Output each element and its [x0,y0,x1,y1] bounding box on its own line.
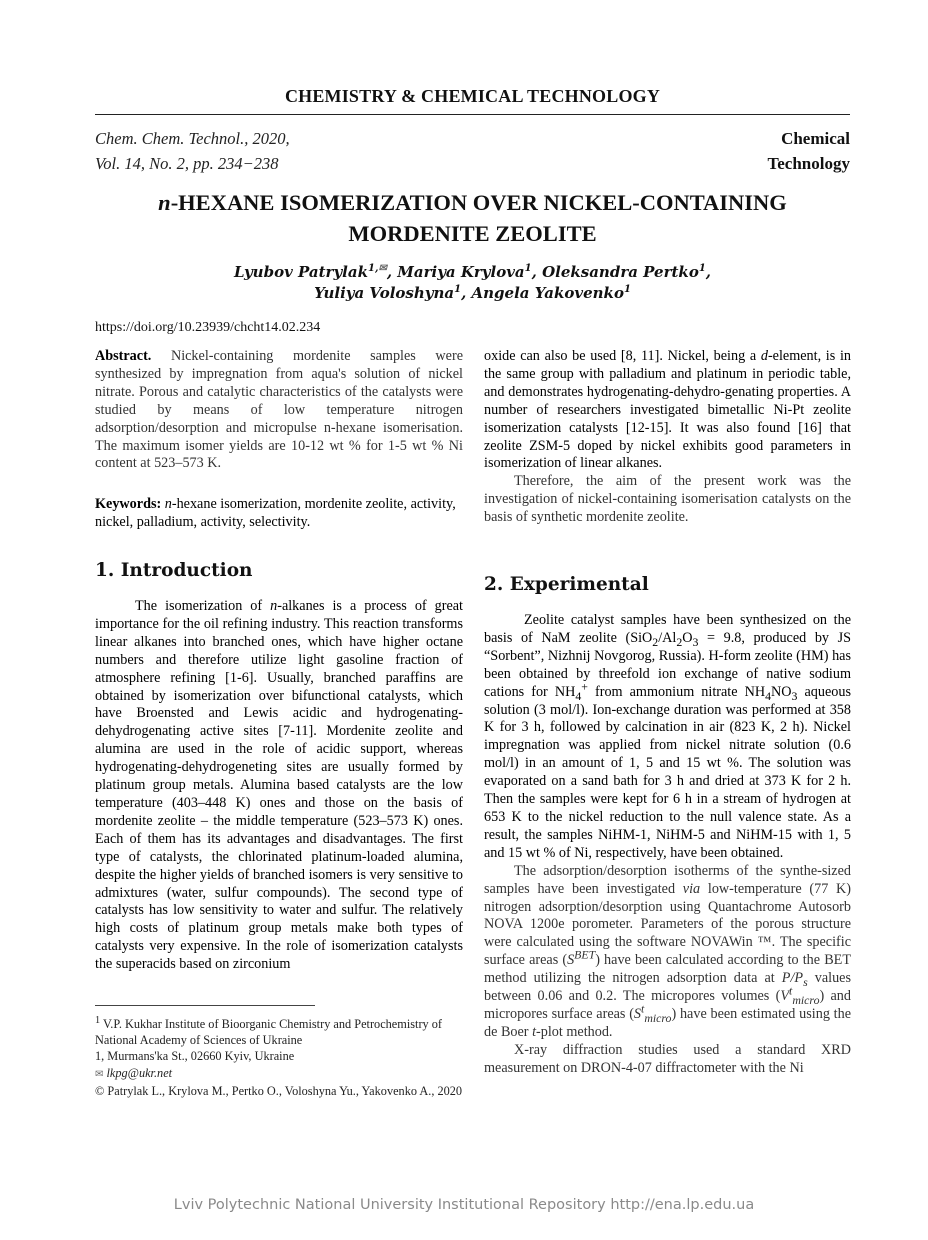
citation [95,126,290,176]
keywords-italic-n: n [164,496,172,512]
exp-text: -plot method. [536,1023,613,1040]
journal-header: CHEMISTRY & CHEMICAL TECHNOLOGY [284,86,661,106]
exp-text: from ammonium nitrate NH [587,683,766,700]
title-line-1: -HEXANE ISOMERIZATION OVER NICKEL-CONTAINING [170,190,787,215]
exp-text: low-temperature (77 K) nitrogen adsorption/desorption using Quantachrome Autosorb NOVA 1200e porometer. Parameters of the porous structure were calculated using the software NOVAWin ™. The specific surface areas ( [484,880,851,969]
author-name: , Angela Yakovenko [461,284,624,302]
contact-email[interactable]: lkpg@ukr.net [103,1065,173,1080]
subscript: 3 [692,634,699,649]
subscript: micro [792,992,820,1007]
exp-text: ) and micropores surface areas ( [484,988,851,1022]
subscript: 3 [791,688,798,703]
exp-text: ) have been calculated according to the BET method utilizing the nitrogen adsorption data at [484,952,851,987]
exp-text: = 9.8, produced by JS “Sorbent”, Nizhnij Novgorog, Russia). H-form zeolite (HM) has been obtained by threefold ion exchange of native sodium cations for NH [484,629,851,700]
adsorption-paragraph [484,863,851,1042]
subscript: 4 [575,688,582,703]
exp-text: /Al [658,629,677,646]
abstract-text: Nickel-containing mordenite samples were synthesized by impregnation from aqua's solution of nickel nitrate. Porous and catalytic characteristics of the catalysts were studied by means of low temperature nitrogen adsorption/desorption and micropulse n-hexane isomerisation. The maximum isomer yields are 10-12 wt % for 1-5 wt % Ni content at 523–573 K. [95,348,463,472]
superscript: t [641,1001,645,1016]
xrd-paragraph: X-ray diffraction studies used a standard XRD measurement on DRON-4-07 diffractometer with the Ni [484,1041,851,1076]
exp-text: The adsorption/desorption isotherms of the synthe-sized samples have been investigated [484,862,851,897]
section-label-line-1: Chemical [781,129,850,148]
exp-text: Zeolite catalyst samples have been synthesized on the basis of NaM zeolite (SiO [484,612,851,646]
intro-text: oxide can also be used [8, 11]. Nickel, being a [484,348,761,364]
subscript: s [803,974,808,989]
citation-line-2: Vol. 14, No. 2, pp. 234−238 [95,154,279,173]
footnote [95,1016,463,1099]
affiliation-marker: 1, [367,263,379,274]
experimental-section [484,612,851,1078]
exp-text: ) have been estimated using the de Boer [484,1005,851,1040]
introduction-continued [484,348,851,527]
subscript: micro [644,1010,672,1025]
affiliation-marker: 1 [524,263,532,274]
envelope-icon: ✉ [95,1068,104,1080]
intro-text: -element, is in the same group with palladium and platinum in periodic table, and demonstrates hydrogenating-dehydro-genating properties. A number of researchers investigated bimetallic Ni-Pt zeolite isomerization catalysts [12-15]. It was also found [16] that zeolite ZSM-5 doped by nickel exhibits good parameters in isomerization of linear alkanes. [484,348,851,472]
italic-symbol: P/P [781,970,804,987]
subscript: 2 [676,634,683,649]
subscript: 2 [652,634,659,649]
exp-text: aqueous solution (3 mol/l). Ion-exchange duration was performed at 358 K for 3 h, followed by calcination in air (823 K, 2 h). Nickel impregnation was applied from nickel nitrate solution (0.6 mol/l) in an amount of 1, 5 and 15 wt %. The solution was evaporated on a sand bath for 3 h and dried at 373 K for 2 h. Then the samples were kept for 6 h in a stream of hydrogen at 653 K to the nickel reduction to the null valence state. As a result, the samples NiHM-1, NiHM-5 and NiHM-15 with 1, 5 and 15 wt % of Ni, respectively, have been obtained. [484,683,851,861]
affiliation-marker: 1 [454,284,462,295]
intro-text: -alkanes is a process of great importance for the oil refining industry. This reaction transforms linear alkanes into branched ones, which have higher octane numbers and therefore utilize light gasoline fraction of atmosphere refining [1-6]. Usually, branched paraffins are obtained by isomerization over bifunctional catalysts, which have Broensted and Lewis acidic and hydrogenating-dehydrogenating active sites [7-11]. Mordenite zeolite and alumina are used in the role of acidic support, whereas hydrogenating-dehydrogeneting sites are usually formed by platinum group metals. Alumina based catalysts are the low temperature (403–448 K) ones and those on the basis of mordenite zeolite – the middle temperature (523–573 K) ones. Each of them has its advantages and disadvantages. The first type of catalysts, the chlorinated platinum-loaded alumina, despite the higher yields of branched isomers is very sensitive to admixtures (water, sulfur compounds). The second type of catalysts has low sensitivity to water and sulfur. The relatively high costs of platinum group metals make both types of catalysts very expensive. In the role of isomerization catalysts the superacids based on zirconium [95,598,463,973]
aim-paragraph: Therefore, the aim of the present work was the investigation of nickel-containing isomerisation catalysts on the basis of synthetic mordenite zeolite. [484,473,851,526]
title-line-2: MORDENITE ZEOLITE [348,221,597,246]
superscript: + [581,678,588,693]
article-title [95,187,850,249]
intro-italic-d: d [760,348,768,364]
author-separator: , [705,263,712,281]
abstract-label: Abstract. [95,348,152,364]
intro-text: The isomerization of [135,598,271,614]
italic-via: via [682,880,701,897]
superscript: t [789,983,793,998]
author-name: Yuliya Voloshyna [314,284,455,302]
section-label [767,126,850,176]
citation-line-1: Chem. Chem. Technol., 2020, [95,129,290,148]
footnote-divider [95,1005,315,1006]
envelope-icon: ✉ [378,263,387,274]
affiliation-marker: 1 [698,263,706,274]
italic-symbol: t [532,1023,537,1040]
keywords-label: Keywords: [95,496,162,512]
italic-symbol: V [780,988,790,1005]
abstract [95,348,463,473]
repository-watermark: Lviv Polytechnic National University Institutional Repository http://ena.lp.edu.ua [173,1197,755,1213]
title-italic-n: n [158,190,171,215]
section-label-line-2: Technology [767,154,850,173]
superscript: BET [574,947,596,962]
keywords-text: -hexane isomerization, mordenite zeolite, activity, nickel, palladium, activity, selectivity. [95,496,456,530]
keywords [95,496,463,532]
copyright-notice: © Patrylak L., Krylova M., Pertko O., Voloshyna Yu., Yakovenko A., 2020 [95,1083,463,1098]
affiliation-address: 1, Murmans'ka St., 02660 Kyiv, Ukraine [95,1049,295,1064]
italic-symbol: S [633,1005,642,1022]
exp-text: NO [771,683,792,700]
section-heading-introduction: 1. Introduction [95,560,253,581]
author-name: , Mariya Krylova [386,263,525,281]
footnote-marker: 1 [95,1014,101,1026]
doi-link[interactable]: https://doi.org/10.23939/chcht14.02.234 [95,320,321,335]
author-name: , Oleksandra Pertko [531,263,699,281]
intro-italic-n: n [270,598,278,614]
affiliation-text: V.P. Kukhar Institute of Bioorganic Chemistry and Petrochemistry of National Academy of Sciences of Ukraine [95,1017,443,1048]
italic-symbol: S [567,952,575,969]
synthesis-paragraph [484,612,851,863]
introduction-paragraph [95,598,463,974]
exp-text: O [682,629,693,646]
exp-text: values between 0.06 and 0.2. The micropores volumes ( [484,970,851,1005]
header-divider [95,114,850,115]
subscript: 4 [765,688,772,703]
author-list [95,262,850,304]
author-name: Lyubov Patrylak [233,263,368,281]
affiliation-marker: 1 [623,284,631,295]
section-heading-experimental: 2. Experimental [484,574,649,595]
